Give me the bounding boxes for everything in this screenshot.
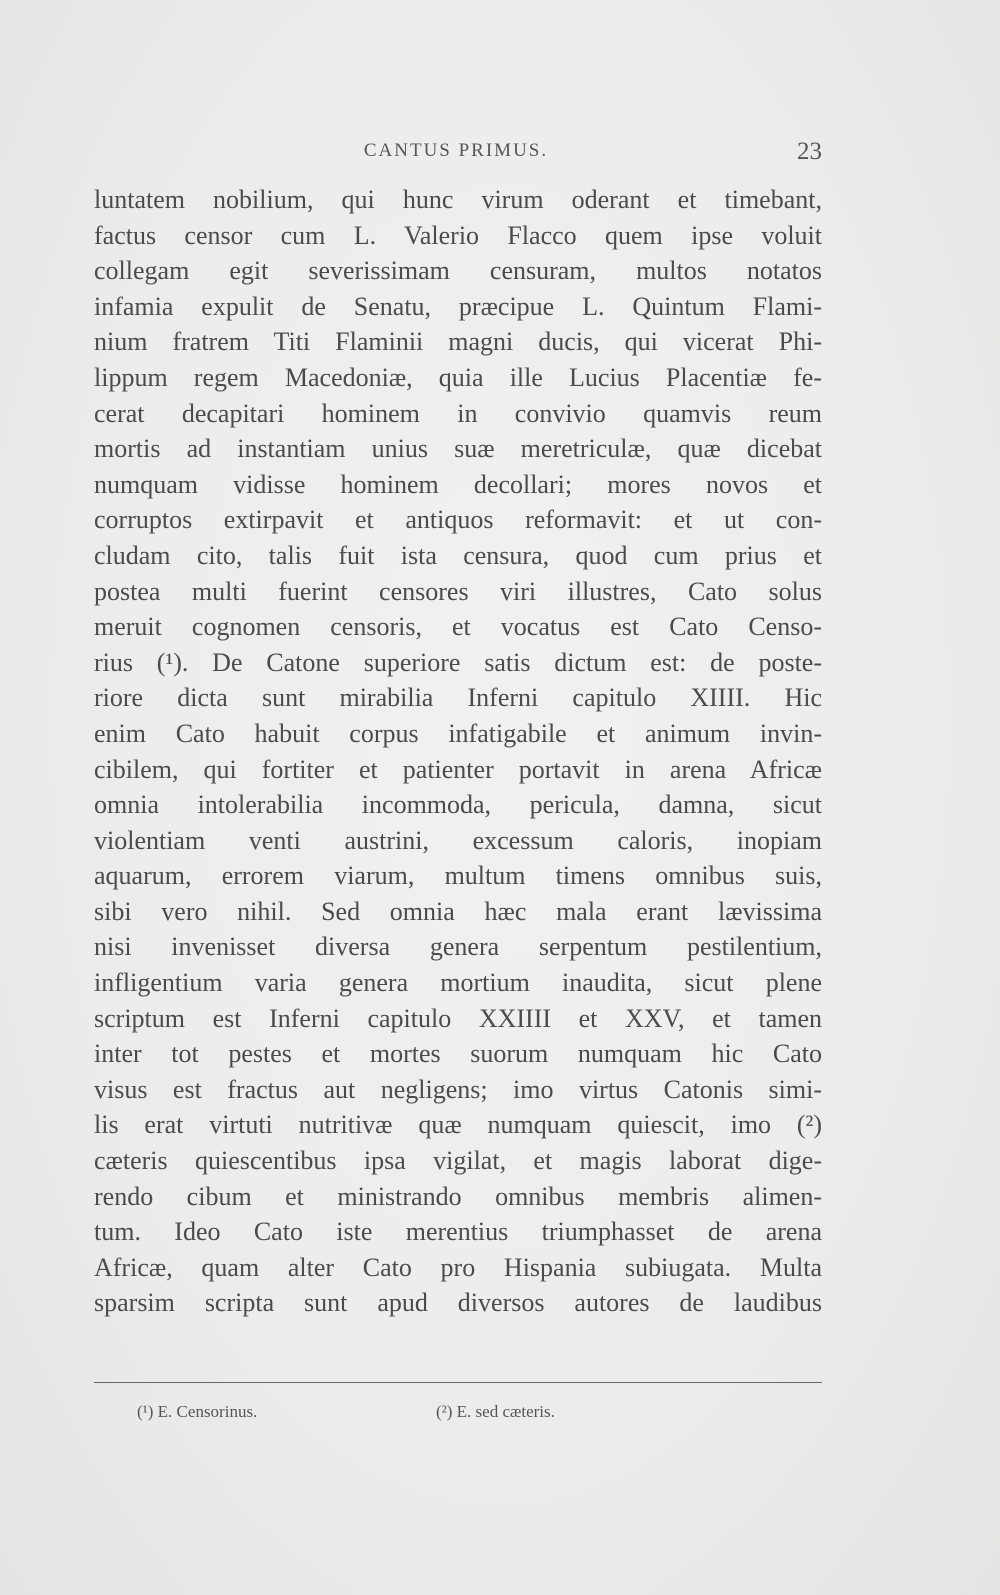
text-line: enim Cato habuit corpus infatigabile et animum invin- (94, 718, 822, 748)
text-line: sibi vero nihil. Sed omnia hæc mala erant lævissima (94, 896, 822, 926)
text-line: violentiam venti austrini, excessum caloris, inopiam (94, 825, 822, 855)
text-line: inter tot pestes et mortes suorum numquam hic Cato (94, 1039, 822, 1069)
text-line: corruptos extirpavit et antiquos reformavit: et ut con- (94, 505, 822, 535)
text-line: rius (¹). De Catone superiore satis dictum est: de poste- (94, 647, 822, 677)
text-line: meruit cognomen censoris, et vocatus est Cato Censo- (94, 612, 822, 642)
text-line: infamia expulit de Senatu, præcipue L. Quintum Flami- (94, 291, 822, 321)
footnote-2: (²) E. sed cæteris. (436, 1402, 555, 1421)
text-line: lippum regem Macedoniæ, quia ille Lucius Placentiæ fe- (94, 362, 822, 392)
text-line: numquam vidisse hominem decollari; mores novos et (94, 469, 822, 499)
text-line: aquarum, errorem viarum, multum timens omnibus suis, (94, 861, 822, 891)
text-line: scriptum est Inferni capitulo XXIIII et XXV, et tamen (94, 1003, 822, 1033)
body-text (94, 182, 822, 1321)
text-line: collegam egit severissimam censuram, multos notatos (94, 256, 822, 286)
footnotes (94, 1402, 822, 1430)
text-line: visus est fractus aut negligens; imo virtus Catonis simi- (94, 1074, 822, 1104)
text-line: riore dicta sunt mirabilia Inferni capitulo XIIII. Hic (94, 683, 822, 713)
text-line: luntatem nobilium, qui hunc virum oderant et timebant, (94, 185, 822, 214)
text-line: tum. Ideo Cato iste merentius triumphasset de arena (94, 1217, 822, 1247)
footnote-rule (94, 1382, 822, 1383)
footnote-1: (¹) E. Censorinus. (137, 1402, 258, 1421)
running-title: CANTUS PRIMUS. (363, 140, 549, 161)
text-line: cæteris quiescentibus ipsa vigilat, et magis laborat dige- (94, 1146, 822, 1176)
text-line: nisi invenisset diversa genera serpentum pestilentium, (94, 932, 822, 962)
text-line: lis erat virtuti nutritivæ quæ numquam quiescit, imo (²) (94, 1110, 822, 1140)
text-line: cibilem, qui fortiter et patienter portavit in arena Africæ (94, 754, 822, 784)
text-line: mortis ad instantiam unius suæ meretriculæ, quæ dicebat (94, 434, 822, 464)
running-head (90, 140, 822, 172)
text-line: Africæ, quam alter Cato pro Hispania subiugata. Multa (94, 1252, 822, 1282)
text-line: cerat decapitari hominem in convivio quamvis reum (94, 398, 822, 428)
text-line: omnia intolerabilia incommoda, pericula, damna, sicut (94, 790, 822, 820)
text-line: infligentium varia genera mortium inaudita, sicut plene (94, 968, 822, 998)
text-line: cludam cito, talis fuit ista censura, quod cum prius et (94, 540, 822, 570)
text-line: postea multi fuerint censores viri illustres, Cato solus (94, 576, 822, 606)
text-line: nium fratrem Titi Flaminii magni ducis, qui vicerat Phi- (94, 327, 822, 357)
text-line: rendo cibum et ministrando omnibus membris alimen- (94, 1181, 822, 1211)
text-line: factus censor cum L. Valerio Flacco quem ipse voluit (94, 220, 822, 250)
page-number: 23 (797, 138, 822, 165)
text-line: sparsim scripta sunt apud diversos autores de laudibus (94, 1288, 822, 1318)
